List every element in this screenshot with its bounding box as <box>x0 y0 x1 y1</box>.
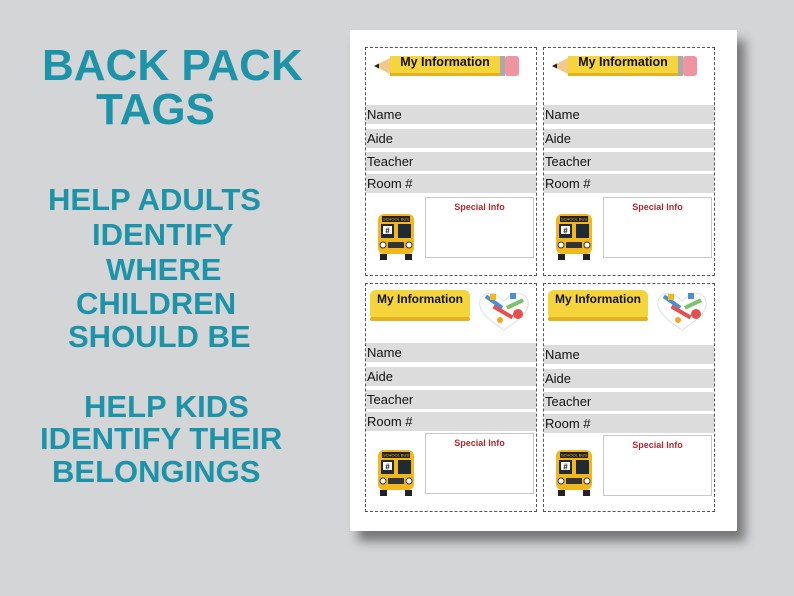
special-info-label: Special Info <box>454 438 505 448</box>
name-field[interactable]: Name <box>366 343 536 362</box>
kids-line-1: HELP KIDS <box>84 389 249 424</box>
aide-field[interactable]: Aide <box>366 367 536 386</box>
room-field[interactable]: Room # <box>366 174 536 193</box>
aide-field[interactable]: Aide <box>544 369 714 388</box>
tag-header-label: My Information <box>555 292 641 306</box>
special-info-label: Special Info <box>632 440 683 450</box>
special-info-label: Special Info <box>632 202 683 212</box>
tag-card-4 <box>543 283 715 512</box>
bus-sign-text: SCHOOL BUS <box>382 216 410 222</box>
teacher-field[interactable]: Teacher <box>366 390 536 409</box>
title-line-1: BACK PACK <box>42 41 303 90</box>
special-info-box[interactable] <box>603 435 712 496</box>
school-bus-icon <box>370 446 422 498</box>
bus-sign-text: SCHOOL BUS <box>560 216 588 222</box>
room-field[interactable]: Room # <box>544 414 714 433</box>
teacher-field[interactable]: Teacher <box>544 392 714 411</box>
name-field[interactable]: Name <box>366 105 536 124</box>
bus-sign-text: SCHOOL BUS <box>560 452 588 458</box>
tag-card-2 <box>543 47 715 276</box>
adults-line-1: HELP ADULTS <box>48 182 261 217</box>
school-supplies-heart-icon <box>476 290 532 334</box>
adults-line-4: CHILDREN <box>76 286 237 321</box>
school-bus-icon <box>548 210 600 262</box>
special-info-box[interactable] <box>603 197 712 258</box>
school-bus-icon <box>548 446 600 498</box>
tag-sheet <box>350 30 737 531</box>
banner-header <box>544 284 714 339</box>
tag-header-label: My Information <box>377 292 463 306</box>
special-info-label: Special Info <box>454 202 505 212</box>
name-field[interactable]: Name <box>544 105 714 124</box>
bus-number-text: # <box>385 462 390 472</box>
adults-line-5: SHOULD BE <box>68 319 251 354</box>
title-line-2: TAGS <box>96 85 215 134</box>
room-field[interactable]: Room # <box>544 174 714 193</box>
tag-card-3 <box>365 283 537 512</box>
special-info-box[interactable] <box>425 197 534 258</box>
teacher-field[interactable]: Teacher <box>544 152 714 171</box>
aide-field[interactable]: Aide <box>366 129 536 148</box>
adults-line-2: IDENTIFY <box>92 217 234 252</box>
pencil-header <box>366 48 536 103</box>
kids-line-2: IDENTIFY THEIR <box>40 421 283 456</box>
tag-header-label: My Information <box>578 55 668 69</box>
kids-line-3: BELONGINGS <box>52 454 261 489</box>
pencil-header <box>544 48 714 103</box>
adults-line-3: WHERE <box>106 252 222 287</box>
bus-sign-text: SCHOOL BUS <box>382 452 410 458</box>
school-supplies-heart-icon <box>654 290 710 334</box>
bus-number-text: # <box>563 462 568 472</box>
tag-card-1 <box>365 47 537 276</box>
bus-number-text: # <box>385 226 390 236</box>
tag-header-label: My Information <box>400 55 490 69</box>
banner-header <box>366 284 536 339</box>
special-info-box[interactable] <box>425 433 534 494</box>
name-field[interactable]: Name <box>544 345 714 364</box>
teacher-field[interactable]: Teacher <box>366 152 536 171</box>
bus-number-text: # <box>563 226 568 236</box>
aide-field[interactable]: Aide <box>544 129 714 148</box>
room-field[interactable]: Room # <box>366 412 536 431</box>
school-bus-icon <box>370 210 422 262</box>
